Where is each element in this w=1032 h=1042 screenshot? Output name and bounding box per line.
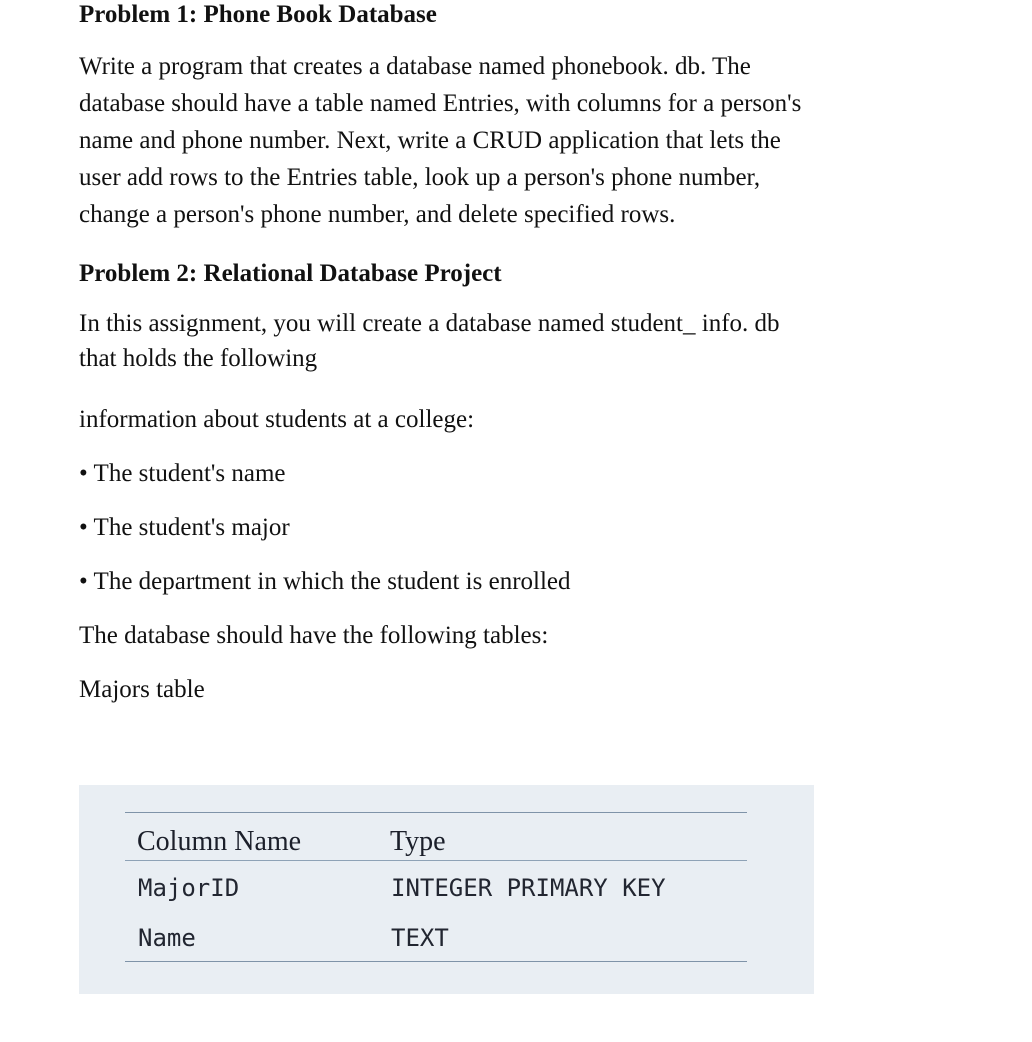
table-bottom-rule bbox=[125, 961, 747, 962]
problem-1-line: user add rows to the Entries table, look up a person's phone number, bbox=[79, 164, 761, 191]
problem-1-description bbox=[79, 48, 959, 233]
problem-2-intro-line: that holds the following bbox=[79, 345, 318, 372]
majors-table-label: Majors table bbox=[79, 676, 205, 703]
problem-1-line: change a person's phone number, and delete specified rows. bbox=[79, 201, 676, 228]
table-cell-type: TEXT bbox=[391, 924, 449, 952]
table-cell-column-name: Name bbox=[138, 924, 196, 952]
bullet-item: • The student's name bbox=[79, 460, 286, 487]
tables-intro: The database should have the following tables: bbox=[79, 622, 549, 649]
column-header-type: Type bbox=[390, 826, 446, 857]
problem-2-intro-line: In this assignment, you will create a database named student_ info. db bbox=[79, 310, 780, 337]
bullet-item: • The student's major bbox=[79, 514, 290, 541]
table-cell-column-name: MajorID bbox=[138, 874, 240, 902]
majors-table-image bbox=[79, 785, 814, 994]
problem-1-heading: Problem 1: Phone Book Database bbox=[79, 1, 437, 28]
problem-2-heading: Problem 2: Relational Database Project bbox=[79, 260, 502, 287]
problem-2-intro-continued: information about students at a college: bbox=[79, 406, 475, 433]
column-header-name: Column Name bbox=[137, 826, 302, 857]
problem-1-line: Write a program that creates a database named phonebook. db. The bbox=[79, 53, 751, 80]
problem-1-line: database should have a table named Entries, with columns for a person's bbox=[79, 90, 802, 117]
table-top-rule bbox=[125, 812, 747, 813]
table-cell-type: INTEGER PRIMARY KEY bbox=[391, 874, 666, 902]
problem-1-line: name and phone number. Next, write a CRUD application that lets the bbox=[79, 127, 781, 154]
problem-2-intro bbox=[79, 306, 959, 376]
header-rule bbox=[125, 860, 747, 861]
bullet-item: • The department in which the student is enrolled bbox=[79, 568, 571, 595]
